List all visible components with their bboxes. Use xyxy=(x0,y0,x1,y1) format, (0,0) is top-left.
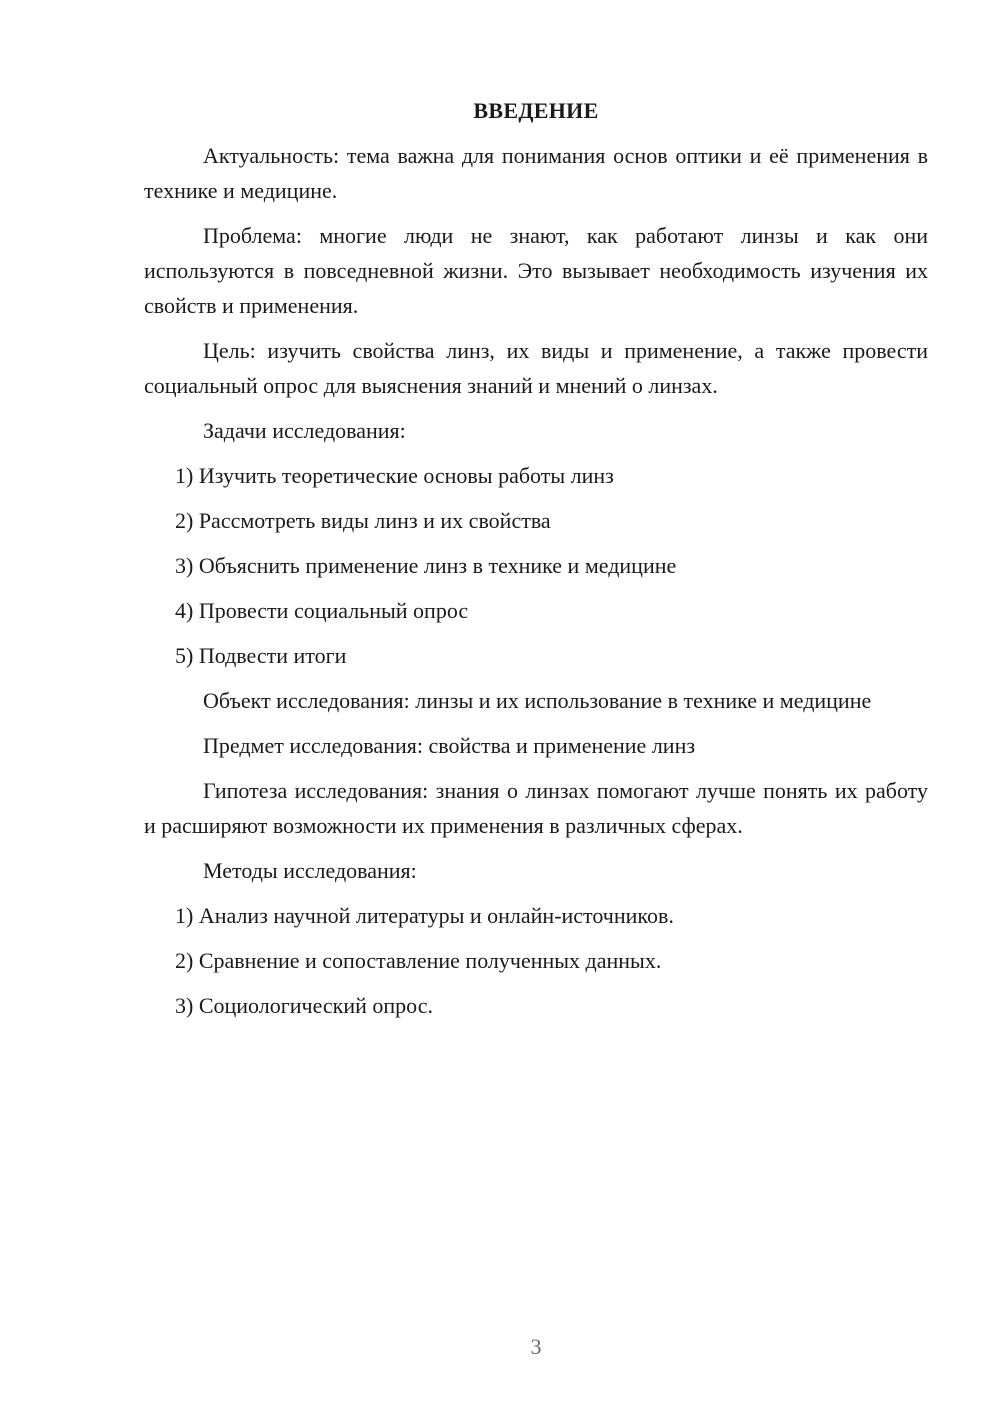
object-paragraph: Объект исследования: линзы и их использование в технике и медицине xyxy=(203,688,872,713)
list-item: 1) Изучить теоретические основы работы линз xyxy=(175,463,614,488)
list-item: 2) Сравнение и сопоставление полученных данных. xyxy=(175,948,662,973)
tasks-list xyxy=(144,458,928,673)
document-page xyxy=(144,96,928,1033)
list-item: 3) Объяснить применение линз в технике и медицине xyxy=(175,553,677,578)
subject-paragraph: Предмет исследования: свойства и применение линз xyxy=(203,733,696,758)
page-title: ВВЕДЕНИЕ xyxy=(473,98,599,123)
methods-list xyxy=(144,898,928,1023)
list-item: 1) Анализ научной литературы и онлайн-источников. xyxy=(175,903,674,928)
hypothesis-paragraph: Гипотеза исследования: знания о линзах помогают лучше понять их работу и расширяют возможности их применения в различных сферах. xyxy=(144,778,928,838)
tasks-heading: Задачи исследования: xyxy=(203,418,406,443)
list-item: 5) Подвести итоги xyxy=(175,643,347,668)
list-item: 2) Рассмотреть виды линз и их свойства xyxy=(175,508,551,533)
relevance-paragraph: Актуальность: тема важна для понимания основ оптики и её применения в технике и медицине. xyxy=(144,143,928,203)
methods-heading: Методы исследования: xyxy=(203,858,417,883)
list-item: 3) Социологический опрос. xyxy=(175,993,433,1018)
goal-paragraph: Цель: изучить свойства линз, их виды и применение, а также провести социальный опрос для выяснения знаний и мнений о линзах. xyxy=(144,338,928,398)
list-item: 4) Провести социальный опрос xyxy=(175,598,469,623)
problem-paragraph: Проблема: многие люди не знают, как работают линзы и как они используются в повседневной жизни. Это вызывает необходимость изучения их свойств и применения. xyxy=(144,223,928,318)
page-number: 3 xyxy=(530,1334,542,1359)
